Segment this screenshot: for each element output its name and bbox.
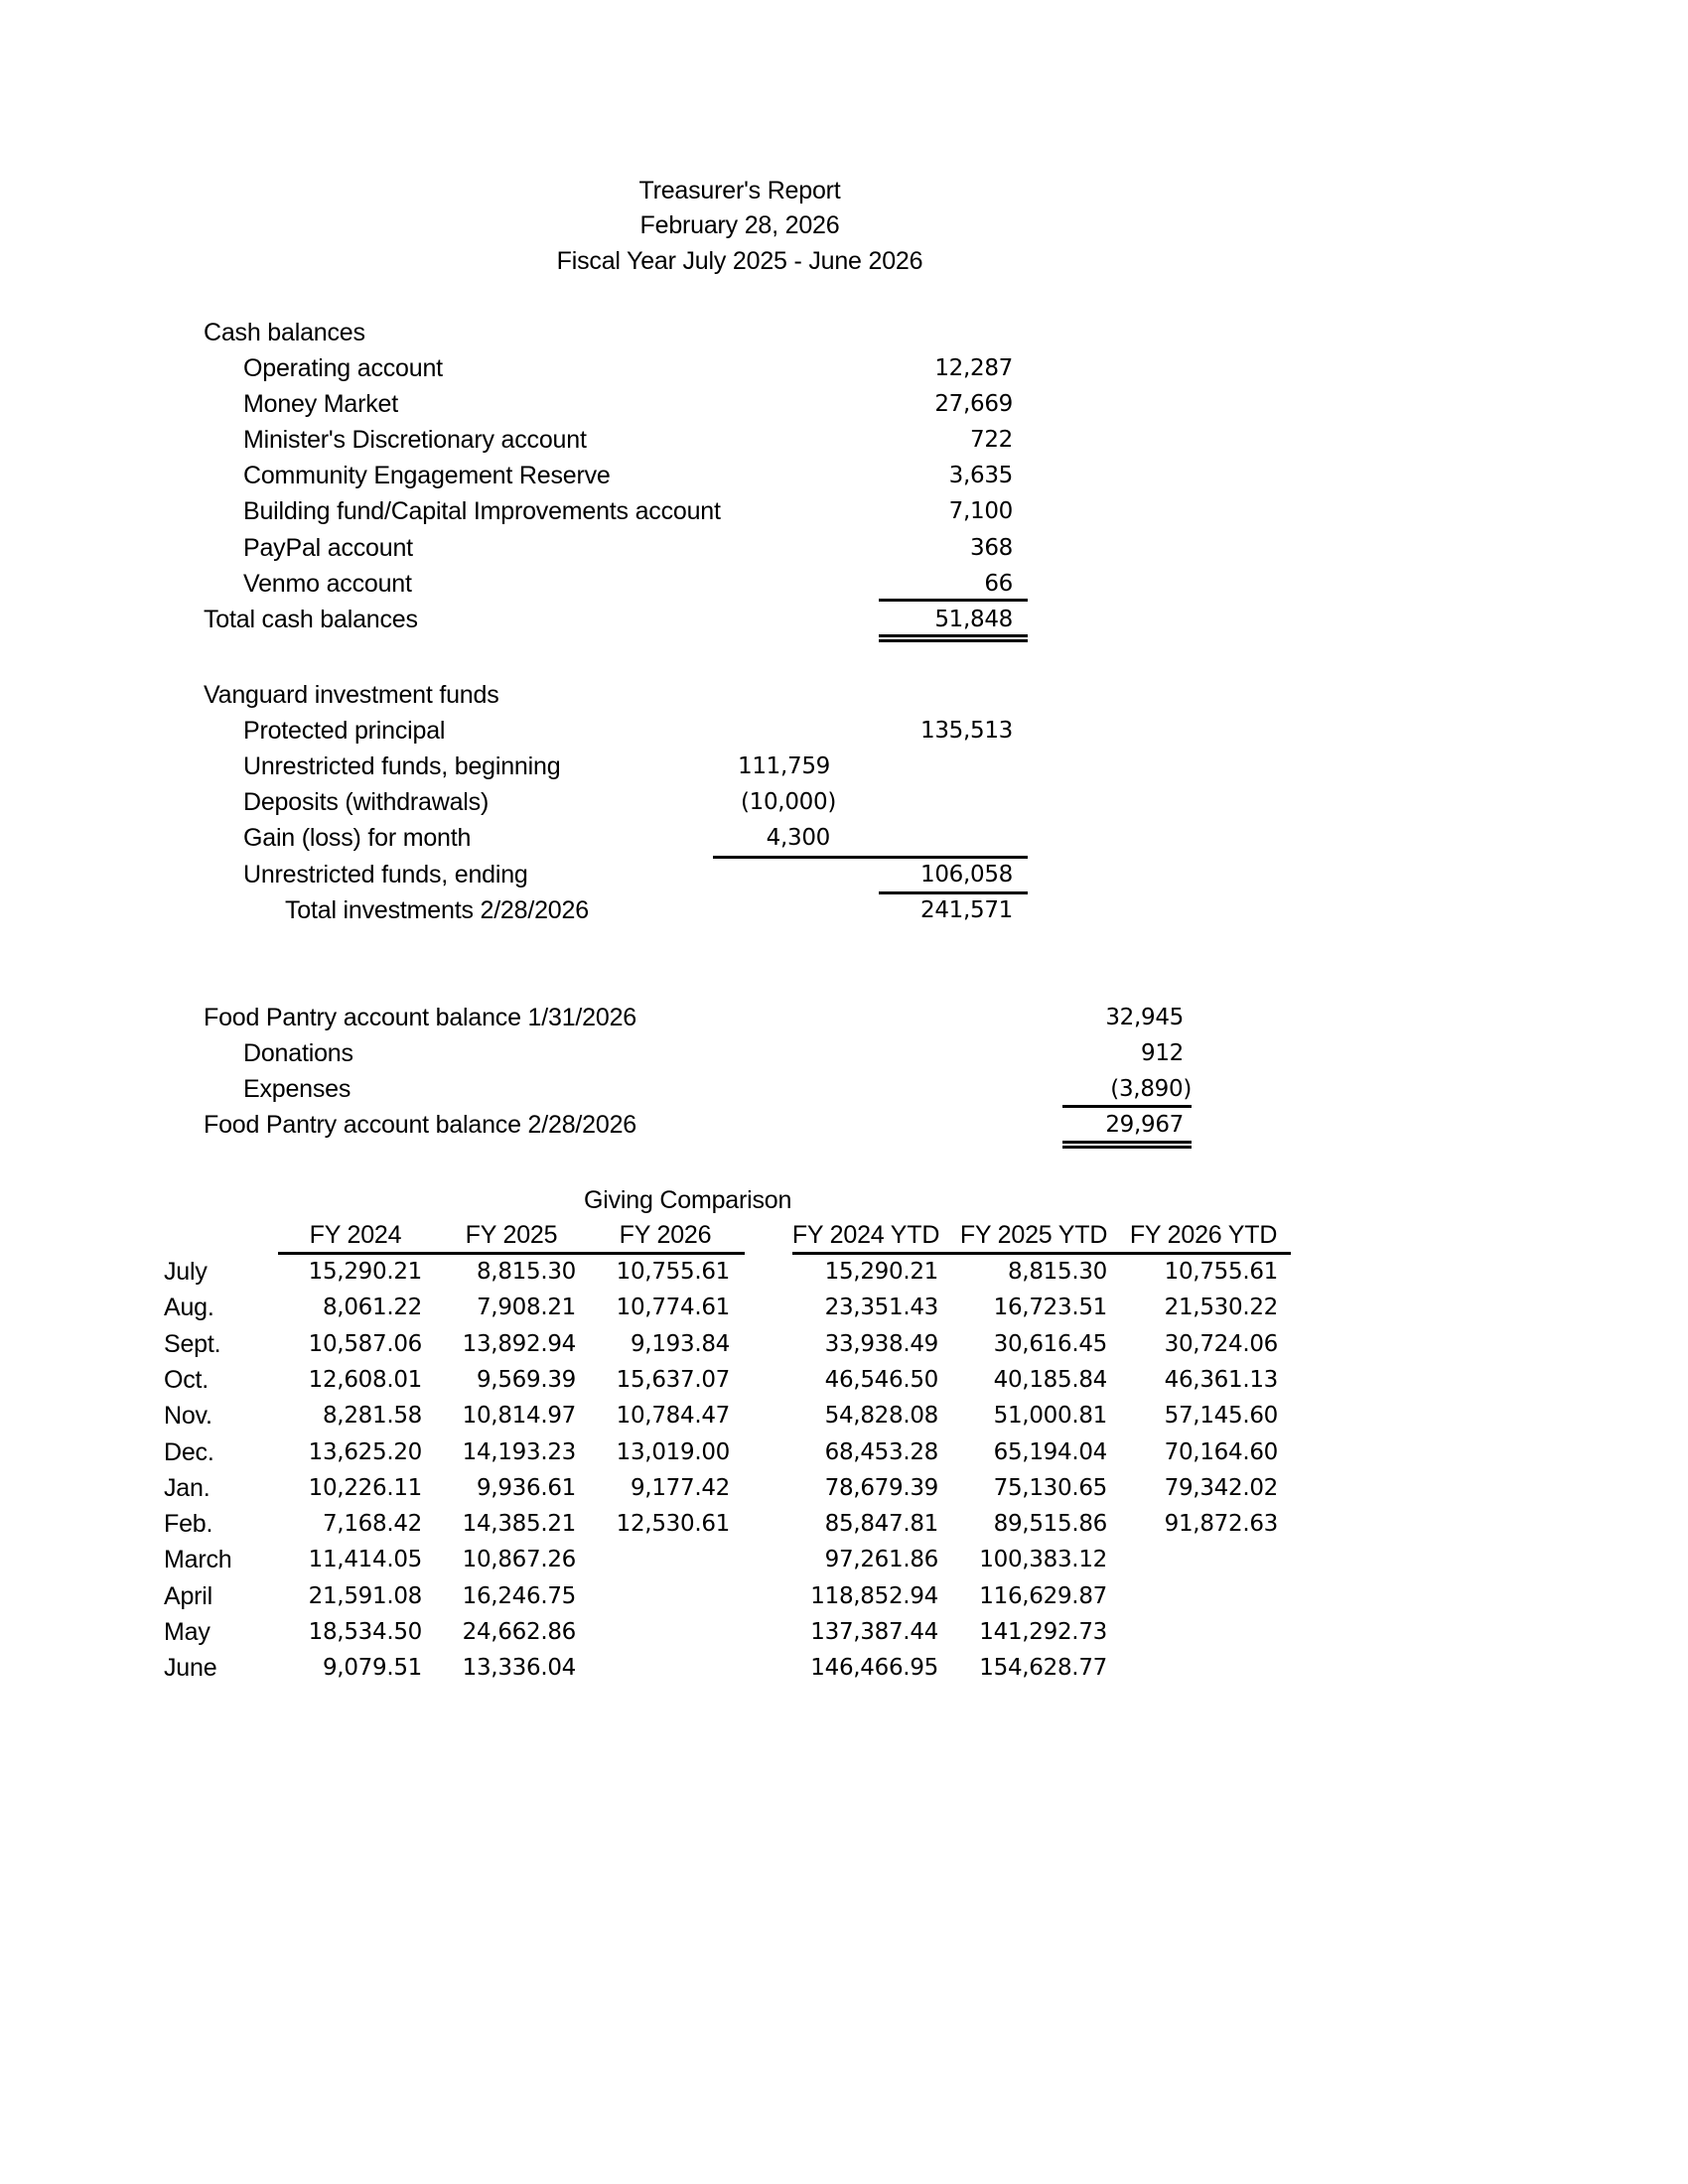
giving-cell: 15,290.21 [308, 1259, 422, 1285]
giving-cell: 10,755.61 [1164, 1259, 1278, 1285]
month-label: June [164, 1654, 217, 1682]
unrestricted-ending-value: 106,058 [919, 862, 1013, 887]
month-label: Aug. [164, 1294, 214, 1321]
cash-item-label: Minister's Discretionary account [243, 426, 587, 454]
giving-comparison-title: Giving Comparison [584, 1186, 792, 1214]
giving-cell: 10,814.97 [462, 1403, 576, 1429]
giving-cell: 15,290.21 [824, 1259, 938, 1285]
giving-cell: 100,383.12 [979, 1547, 1107, 1572]
giving-cell: 9,569.39 [476, 1367, 576, 1393]
giving-cell: 40,185.84 [993, 1367, 1107, 1393]
month-label: Oct. [164, 1366, 210, 1394]
cash-item-label: PayPal account [243, 534, 413, 562]
report-date: February 28, 2026 [639, 211, 840, 239]
giving-cell: 70,164.60 [1164, 1439, 1278, 1465]
giving-cell: 118,852.94 [810, 1583, 938, 1609]
giving-cell: 146,466.95 [810, 1655, 938, 1681]
cash-item-label: Building fund/Capital Improvements account [243, 497, 721, 525]
giving-cell: 14,193.23 [462, 1439, 576, 1465]
total-cash-value: 51,848 [934, 607, 1013, 632]
cash-item-value: 66 [984, 571, 1013, 597]
header-rule [792, 1252, 1291, 1255]
giving-cell: 12,530.61 [616, 1511, 730, 1537]
month-label: May [164, 1618, 211, 1646]
cash-item-label: Community Engagement Reserve [243, 462, 611, 489]
expenses-label: Expenses [243, 1075, 352, 1103]
expenses-value: (3,890) [1110, 1076, 1192, 1102]
column-header: FY 2026 YTD [1129, 1221, 1278, 1249]
column-header: FY 2024 [309, 1221, 402, 1249]
giving-cell: 21,530.22 [1164, 1295, 1278, 1320]
cash-item-value: 368 [970, 535, 1013, 561]
gain-value: 4,300 [766, 825, 830, 851]
investments-heading: Vanguard investment funds [204, 681, 499, 709]
giving-cell: 23,351.43 [824, 1295, 938, 1320]
protected-principal-value: 135,513 [919, 718, 1013, 744]
gain-label: Gain (loss) for month [243, 824, 472, 852]
subtotal-rule [879, 599, 1028, 602]
cash-item-value: 722 [970, 427, 1013, 453]
subtotal-rule [879, 891, 1028, 894]
food-pantry-closing-label: Food Pantry account balance 2/28/2026 [204, 1111, 636, 1139]
deposits-label: Deposits (withdrawals) [243, 788, 490, 816]
giving-cell: 10,774.61 [616, 1295, 730, 1320]
month-label: April [164, 1582, 213, 1610]
giving-cell: 16,246.75 [462, 1583, 576, 1609]
giving-cell: 14,385.21 [462, 1511, 576, 1537]
fiscal-year: Fiscal Year July 2025 - June 2026 [556, 247, 923, 275]
cash-item-value: 7,100 [948, 498, 1013, 524]
giving-cell: 51,000.81 [993, 1403, 1107, 1429]
cash-item-label: Money Market [243, 390, 398, 418]
cash-item-value: 3,635 [948, 463, 1013, 488]
column-header: FY 2025 [465, 1221, 558, 1249]
giving-cell: 8,815.30 [1007, 1259, 1107, 1285]
column-header: FY 2025 YTD [959, 1221, 1108, 1249]
giving-cell: 9,079.51 [322, 1655, 422, 1681]
month-label: Jan. [164, 1474, 211, 1502]
month-label: July [164, 1258, 208, 1286]
cash-item-label: Operating account [243, 354, 443, 382]
giving-cell: 57,145.60 [1164, 1403, 1278, 1429]
month-label: Dec. [164, 1438, 214, 1466]
unrestricted-beginning-label: Unrestricted funds, beginning [243, 752, 561, 780]
donations-label: Donations [243, 1039, 353, 1067]
giving-cell: 68,453.28 [824, 1439, 938, 1465]
giving-cell: 8,061.22 [322, 1295, 422, 1320]
unrestricted-beginning-value: 111,759 [737, 753, 830, 779]
food-pantry-opening-value: 32,945 [1105, 1005, 1184, 1030]
column-header: FY 2026 [619, 1221, 712, 1249]
giving-cell: 11,414.05 [308, 1547, 422, 1572]
donations-value: 912 [1141, 1040, 1184, 1066]
giving-cell: 7,908.21 [476, 1295, 576, 1320]
food-pantry-opening-label: Food Pantry account balance 1/31/2026 [204, 1004, 636, 1031]
total-investments-label: Total investments 2/28/2026 [285, 896, 589, 924]
giving-cell: 13,625.20 [308, 1439, 422, 1465]
total-cash-label: Total cash balances [204, 606, 418, 633]
cash-balances-heading: Cash balances [204, 319, 365, 346]
protected-principal-label: Protected principal [243, 717, 446, 745]
giving-cell: 154,628.77 [979, 1655, 1107, 1681]
cash-item-value: 12,287 [934, 355, 1013, 381]
giving-cell: 13,336.04 [462, 1655, 576, 1681]
giving-cell: 97,261.86 [824, 1547, 938, 1572]
giving-cell: 30,616.45 [993, 1331, 1107, 1357]
giving-cell: 10,226.11 [308, 1475, 422, 1501]
giving-cell: 15,637.07 [616, 1367, 730, 1393]
total-double-rule [879, 634, 1028, 642]
column-header: FY 2024 YTD [791, 1221, 940, 1249]
subtotal-rule [713, 856, 1028, 859]
giving-cell: 9,936.61 [476, 1475, 576, 1501]
giving-cell: 10,784.47 [616, 1403, 730, 1429]
giving-cell: 8,281.58 [322, 1403, 422, 1429]
giving-cell: 7,168.42 [322, 1511, 422, 1537]
cash-item-value: 27,669 [934, 391, 1013, 417]
giving-cell: 33,938.49 [824, 1331, 938, 1357]
month-label: March [164, 1546, 232, 1573]
giving-cell: 13,892.94 [462, 1331, 576, 1357]
giving-cell: 137,387.44 [810, 1619, 938, 1645]
giving-cell: 30,724.06 [1164, 1331, 1278, 1357]
giving-cell: 9,193.84 [630, 1331, 730, 1357]
giving-cell: 46,361.13 [1164, 1367, 1278, 1393]
giving-cell: 13,019.00 [616, 1439, 730, 1465]
giving-cell: 141,292.73 [979, 1619, 1107, 1645]
total-investments-value: 241,571 [919, 897, 1013, 923]
giving-cell: 89,515.86 [993, 1511, 1107, 1537]
giving-cell: 46,546.50 [824, 1367, 938, 1393]
giving-cell: 10,755.61 [616, 1259, 730, 1285]
giving-cell: 91,872.63 [1164, 1511, 1278, 1537]
giving-cell: 116,629.87 [979, 1583, 1107, 1609]
giving-cell: 9,177.42 [630, 1475, 730, 1501]
giving-cell: 79,342.02 [1164, 1475, 1278, 1501]
food-pantry-closing-value: 29,967 [1105, 1112, 1184, 1138]
giving-cell: 18,534.50 [308, 1619, 422, 1645]
total-double-rule [1062, 1141, 1192, 1149]
giving-cell: 21,591.08 [308, 1583, 422, 1609]
giving-cell: 85,847.81 [824, 1511, 938, 1537]
giving-cell: 12,608.01 [308, 1367, 422, 1393]
header-rule [278, 1252, 745, 1255]
giving-cell: 16,723.51 [993, 1295, 1107, 1320]
report-title: Treasurer's Report [638, 177, 841, 205]
month-label: Feb. [164, 1510, 213, 1538]
month-label: Nov. [164, 1402, 212, 1430]
month-label: Sept. [164, 1330, 221, 1358]
cash-item-label: Venmo account [243, 570, 412, 598]
subtotal-rule [1062, 1105, 1192, 1108]
deposits-value: (10,000) [740, 789, 836, 815]
giving-cell: 10,587.06 [308, 1331, 422, 1357]
giving-cell: 65,194.04 [993, 1439, 1107, 1465]
unrestricted-ending-label: Unrestricted funds, ending [243, 861, 528, 888]
giving-cell: 54,828.08 [824, 1403, 938, 1429]
giving-cell: 75,130.65 [993, 1475, 1107, 1501]
giving-cell: 78,679.39 [824, 1475, 938, 1501]
giving-cell: 10,867.26 [462, 1547, 576, 1572]
giving-cell: 24,662.86 [462, 1619, 576, 1645]
giving-cell: 8,815.30 [476, 1259, 576, 1285]
